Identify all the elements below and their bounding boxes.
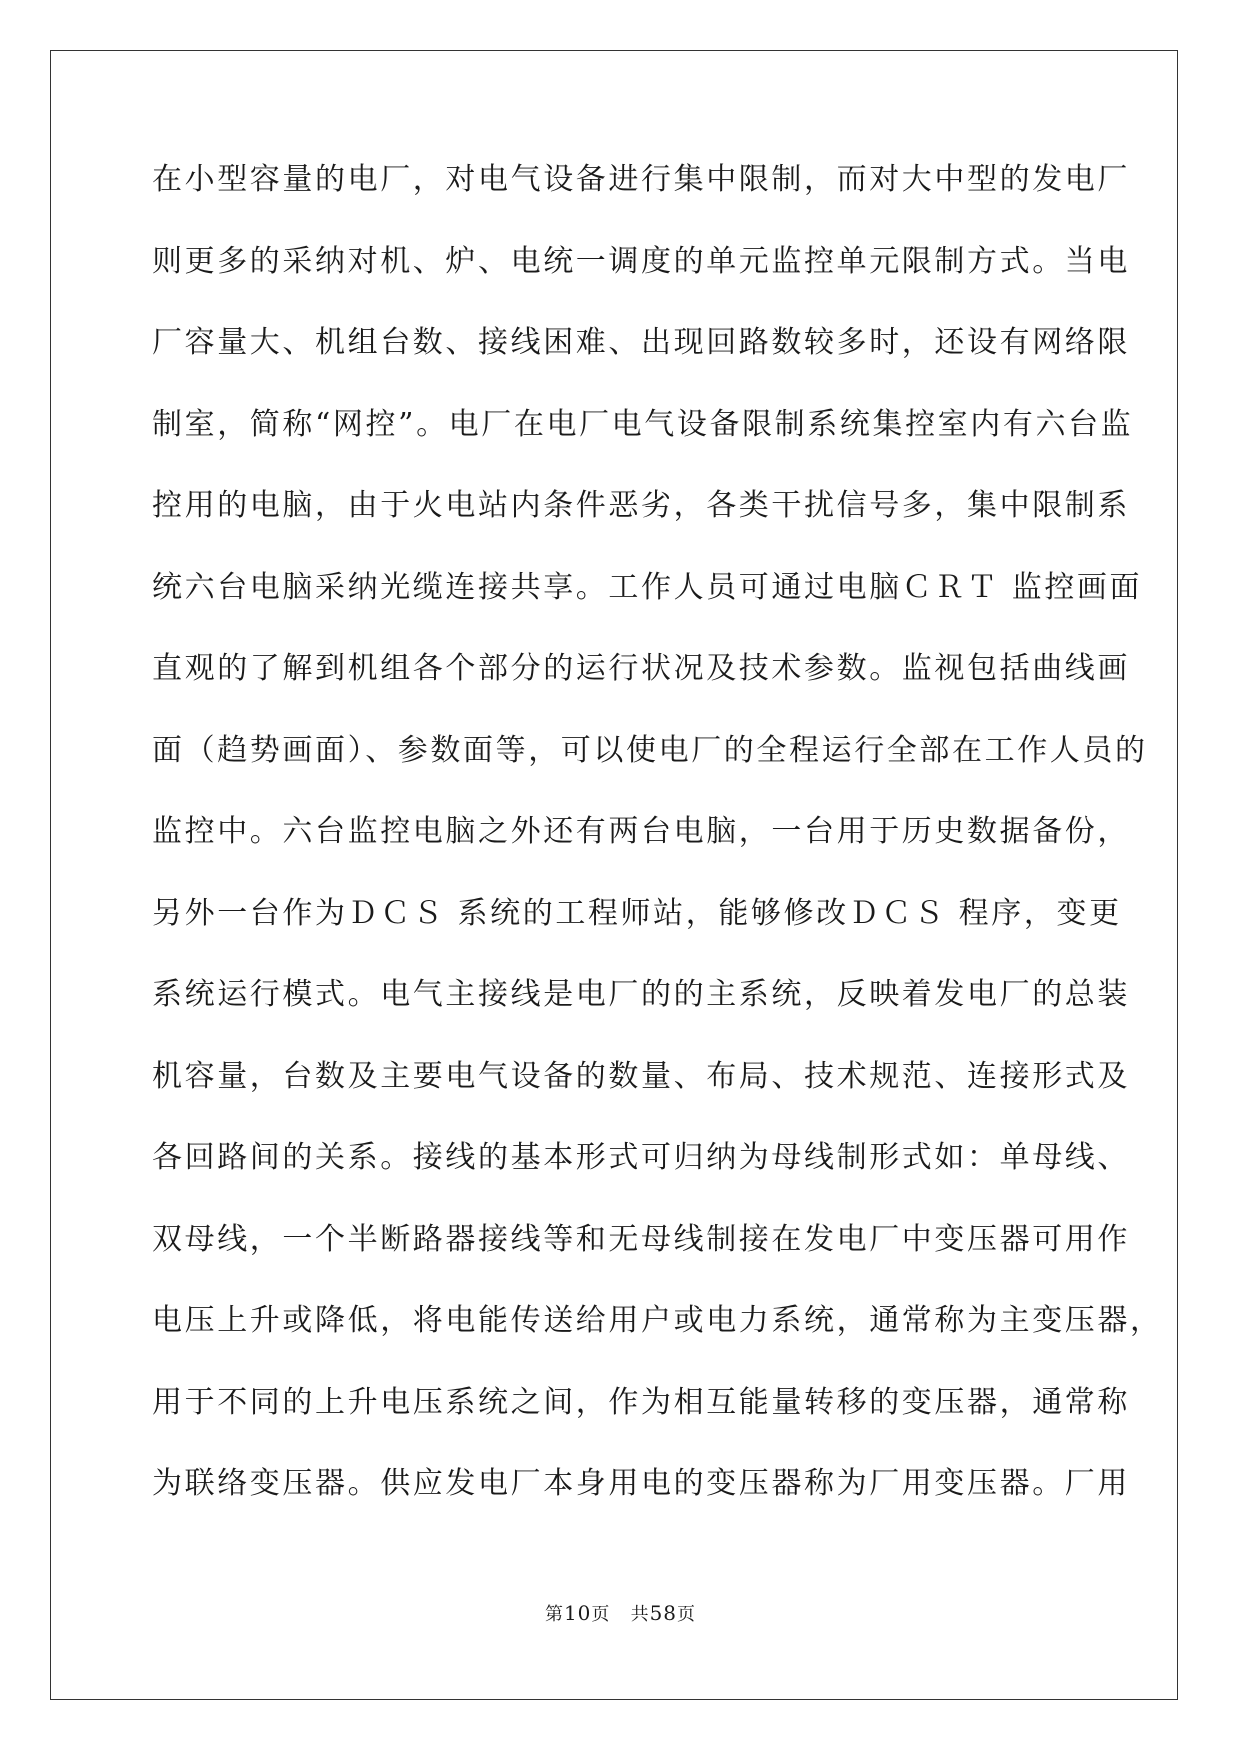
footer-total-prefix: 共 bbox=[630, 1604, 650, 1625]
text-line: 监控中。六台监控电脑之外还有两台电脑，一台用于历史数据备份， bbox=[152, 814, 1130, 849]
footer-prefix: 第 bbox=[544, 1604, 564, 1625]
footer-total-suffix: 页 bbox=[677, 1604, 697, 1625]
total-pages: 58 bbox=[649, 1601, 678, 1625]
text-line: 各回路间的关系。接线的基本形式可归纳为母线制形式如：单母线、 bbox=[152, 1140, 1130, 1175]
text-line: 统六台电脑采纳光缆连接共享。工作人员可通过电脑ＣＲＴ 监控画面 bbox=[152, 569, 1143, 605]
text-line: 在小型容量的电厂，对电气设备进行集中限制，而对大中型的发电厂 bbox=[152, 162, 1130, 197]
text-line: 为联络变压器。供应发电厂本身用电的变压器称为厂用变压器。厂用 bbox=[152, 1466, 1130, 1501]
text-line: 系统运行模式。电气主接线是电厂的的主系统，反映着发电厂的总装 bbox=[152, 977, 1130, 1012]
body-text bbox=[152, 160, 1163, 1546]
text-line: 用于不同的上升电压系统之间，作为相互能量转移的变压器，通常称 bbox=[152, 1384, 1130, 1420]
text-line: 制室，简称“网控”。电厂在电厂电气设备限制系统集控室内有六台监 bbox=[152, 406, 1134, 442]
text-line: 另外一台作为ＤＣＳ 系统的工程师站，能够修改ＤＣＳ 程序，变更 bbox=[152, 895, 1122, 931]
text-line: 直观的了解到机组各个部分的运行状况及技术参数。监视包括曲线画 bbox=[152, 651, 1130, 686]
text-line: 面（趋势画面）、参数面等，可以使电厂的全程运行全部在工作人员的 bbox=[152, 732, 1148, 768]
text-line: 双母线，一个半断路器接线等和无母线制接在发电厂中变压器可用作 bbox=[152, 1221, 1130, 1257]
footer-page-suffix: 页 bbox=[591, 1604, 611, 1625]
text-line: 电压上升或降低，将电能传送给用户或电力系统，通常称为主变压器， bbox=[152, 1303, 1163, 1338]
page-number: 10 bbox=[563, 1601, 592, 1625]
text-line: 机容量，台数及主要电气设备的数量、布局、技术规范、连接形式及 bbox=[152, 1058, 1130, 1094]
text-line: 控用的电脑，由于火电站内条件恶劣，各类干扰信号多，集中限制系 bbox=[152, 488, 1130, 523]
text-line: 厂容量大、机组台数、接线困难、出现回路数较多时，还设有网络限 bbox=[152, 325, 1130, 360]
text-line: 则更多的采纳对机、炉、电统一调度的单元监控单元限制方式。当电 bbox=[152, 243, 1130, 279]
page-footer bbox=[0, 1600, 1241, 1626]
